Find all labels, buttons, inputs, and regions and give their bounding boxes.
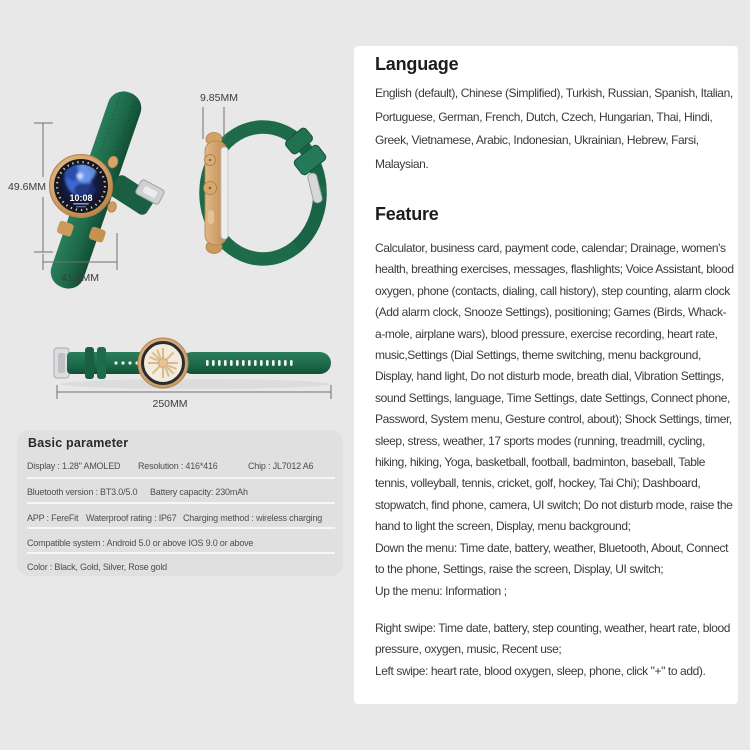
- param-display: Display : 1.28" AMOLED: [27, 461, 121, 471]
- dim-length-label: 250MM: [152, 398, 188, 410]
- dim-width-label: 41.6MM: [61, 272, 99, 284]
- watch-time: 10:08: [69, 193, 93, 203]
- param-row-bluetooth: [27, 487, 335, 498]
- spec-text-panel: [354, 46, 738, 704]
- row-divider: [27, 502, 335, 504]
- param-battery: Battery capacity: 230mAh: [150, 487, 248, 497]
- param-chip: Chip : JL7012 A6: [248, 461, 314, 471]
- param-waterproof: Waterproof rating : IP67: [86, 513, 177, 523]
- feature-paragraph-right-swipe: Right swipe: Time date, battery, step counting, weather, heart rate, blood pressure, oxygen, music, Recent use;: [375, 620, 731, 657]
- param-row-display: [27, 461, 335, 472]
- language-heading: Language: [375, 54, 459, 74]
- row-divider: [27, 552, 335, 554]
- basic-parameter-title: Basic parameter: [28, 436, 129, 450]
- feature-paragraph-up-menu: Up the menu: Information ;: [375, 583, 507, 598]
- param-charging: Charging method : wireless charging: [183, 513, 323, 523]
- param-row-color: [27, 562, 335, 573]
- param-row-app: [27, 513, 335, 524]
- watch-product-artwork: [0, 0, 356, 420]
- dim-thickness-label: 9.85MM: [200, 92, 238, 104]
- param-compatible-system: Compatible system : Android 5.0 or above IOS 9.0 or above: [27, 538, 254, 548]
- row-divider: [27, 527, 335, 529]
- param-row-system: [27, 538, 335, 549]
- feature-paragraph-main: Calculator, business card, payment code, calendar; Drainage, women's health, breathing exercises, messages, flashlights; Voice Assistant, blood oxygen, phone (contacts, dialing, call history), step counting, alarm clock (Add alarm clock, Snooze Settings), positioning; Games (Birds, Whack-a-mole, airplane wars), blood pressure, exercise recording, heart rate, music,Settings (Dial Settings, theme switching, menu background, Display, hand light, Do not disturb mode, breath dial, Vibration Settings, sound Settings, language, Time Settings, date Settings, Connect phone, Password, System menu, Gesture control, about); Shock Settings, timer, sleep, stress, weather, 17 sports modes (running, treadmill, cycling, hiking, hiking, Yoga, basketball, football, badminton, baseball, Table tennis, volleyball, tennis, cricket, golf, hockey, Tai Chi); Dashboard, stopwatch, find phone, camera, UI switch; Do not disturb mode, raise the hand to light the screen, Display, menu background;: [375, 241, 734, 534]
- watch-flat-view-image: [54, 338, 331, 389]
- feature-paragraph-down-menu: Down the menu: Time date, battery, weather, Bluetooth, About, Connect to the phone, Settings, raise the screen, Display, UI switch;: [375, 540, 729, 577]
- watch-side-view-image: [204, 127, 328, 259]
- param-bluetooth: Bluetooth version : BT3.0/5.0: [27, 487, 138, 497]
- dim-height-label: 49.6MM: [8, 181, 46, 193]
- feature-paragraph-left-swipe: Left swipe: heart rate, blood oxygen, sleep, phone, click "+" to add).: [375, 663, 706, 678]
- feature-body: [375, 238, 736, 682]
- row-divider: [27, 477, 335, 479]
- param-color: Color : Black, Gold, Silver, Rose gold: [27, 562, 167, 572]
- basic-parameter-card: [17, 430, 343, 576]
- feature-heading: Feature: [375, 204, 439, 224]
- language-list: English (default), Chinese (Simplified), Turkish, Russian, Spanish, Italian, Portuguese, German, French, Dutch, Czech, Hungarian, Thai, Hindi, Greek, Vietnamese, Arabic, Indonesian, Ukrainian, Hebrew, Farsi, Malaysian.: [375, 86, 733, 171]
- param-resolution: Resolution : 416*416: [138, 461, 218, 471]
- param-app: APP : FereFit: [27, 513, 79, 523]
